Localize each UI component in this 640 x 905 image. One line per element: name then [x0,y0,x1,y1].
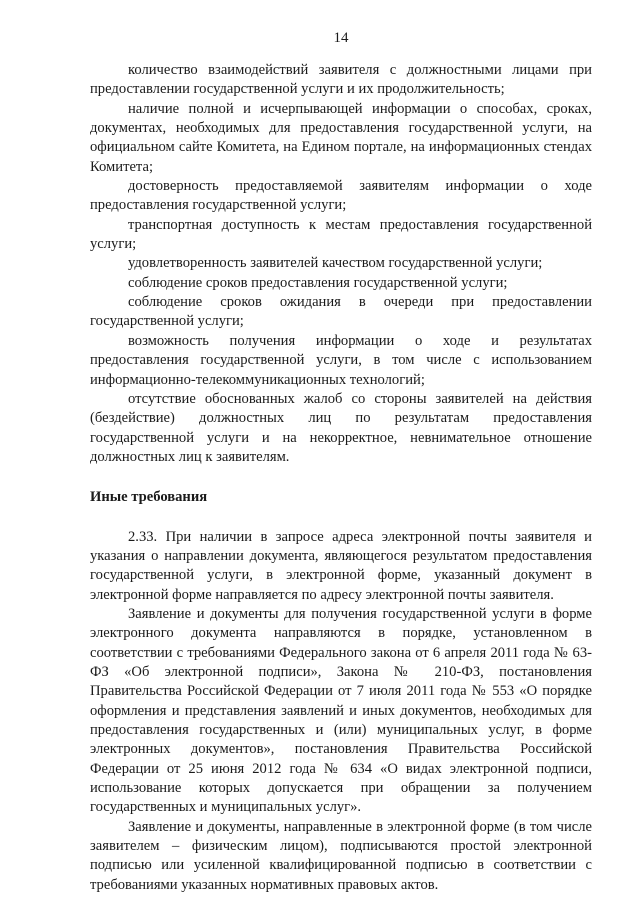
section-heading: Иные требования [90,489,208,506]
paragraph: Заявление и документы для получения государственной услуги в форме электронного документа направляются в порядке, установленном в соответствии с требованиями Федерального закона от 6 апреля 2011 года № 63-ФЗ «Об электронной подписи», Закона № 210-ФЗ, постановления Правительства Российской Федерации от 7 июля 2011 года № 553 «О порядке оформления и представления заявлений и иных документов, необходимых для предоставления государственных и (или) муниципальных услуг, в форме электронных документов», постановления Правительства Российской Федерации от 25 июня 2012 года № 634 «О видах электронной подписи, использование которых допускается при обращении за получением государственных и муниципальных услуг». [90,605,592,816]
list-item: возможность получения информации о ходе и результатах предоставления государственной услуги, в том числе с использованием информационно-телекоммуникационных технологий; [90,332,592,388]
list-item: соблюдение сроков предоставления государственной услуги; [128,274,508,291]
list-item: достоверность предоставляемой заявителям информации о ходе предоставления государственной услуги; [90,178,592,214]
page-number: 14 [333,30,349,46]
list-item: наличие полной и исчерпывающей информации о способах, сроках, документах, необходимых для предоставления государственной услуги, на официальном сайте Комитета, на Едином портале, на информационных стендах Комитета; [90,100,592,175]
list-item: удовлетворенность заявителей качеством государственной услуги; [128,255,543,272]
list-item: отсутствие обоснованных жалоб со стороны заявителей на действия (бездействие) должностных лиц по результатам предоставления государственной услуги и на некорректное, невнимательное отношение должностных лиц к заявителям. [90,390,592,465]
list-item: соблюдение сроков ожидания в очереди при предоставлении государственной услуги; [90,294,592,330]
document-body [90,61,592,895]
list-item: транспортная доступность к местам предоставления государственной услуги; [90,216,592,253]
document-page [90,0,592,905]
paragraph: Заявление и документы, направленные в электронной форме (в том числе заявителем – физическим лицом), подписываются простой электронной подписью или усиленной квалифицированной подписью в соответствии с требованиями указанных нормативных правовых актов. [90,818,592,893]
paragraph: 2.33. При наличии в запросе адреса электронной почты заявителя и указания о направлении документа, являющегося результатом предоставления государственной услуги, в электронной форме, указанный документ в электронной форме направляется по адресу электронной почты заявителя. [90,528,592,603]
list-item: количество взаимодействий заявителя с должностными лицами при предоставлении государственной услуги и их продолжительность; [90,62,592,98]
